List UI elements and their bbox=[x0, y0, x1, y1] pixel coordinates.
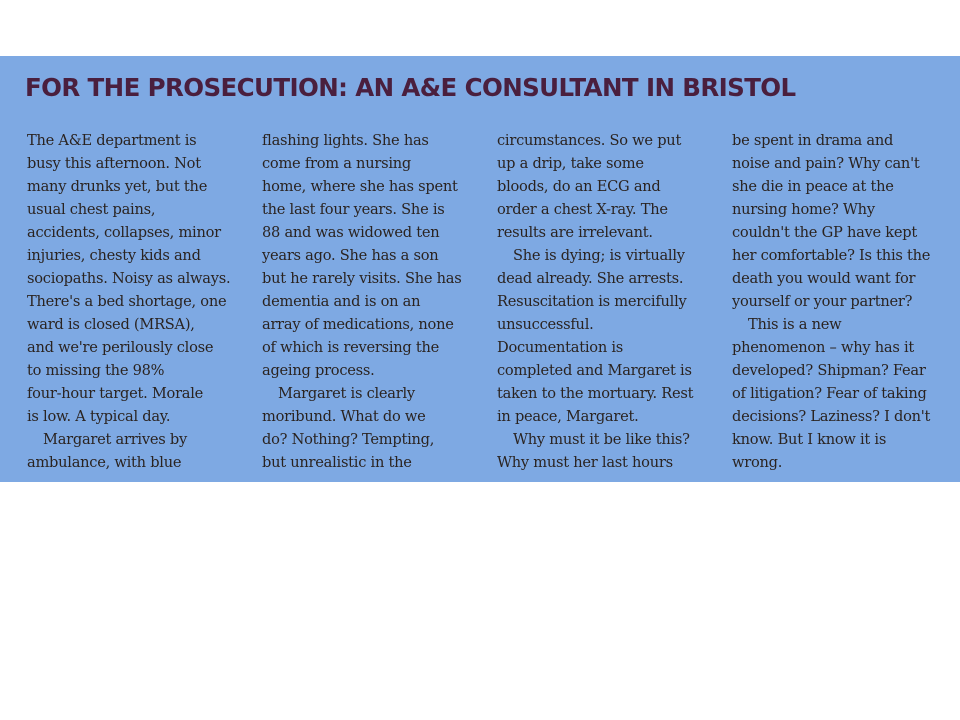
article-column-2 bbox=[262, 129, 494, 474]
article-text-line: yourself or your partner? bbox=[732, 293, 913, 310]
article-text-line: array of medications, none bbox=[262, 316, 454, 333]
article-text-line: busy this afternoon. Not bbox=[27, 155, 201, 172]
article-text-line: but unrealistic in the bbox=[262, 454, 412, 471]
article-text-line: death you would want for bbox=[732, 270, 916, 287]
article-text-line: The A&E department is bbox=[27, 132, 197, 149]
article-text-line: know. But I know it is bbox=[732, 431, 887, 448]
article-text-line: Why must it be like this? bbox=[513, 431, 690, 448]
article-text-line: up a drip, take some bbox=[497, 155, 644, 172]
article-text-line: phenomenon – why has it bbox=[732, 339, 914, 356]
article-text-line: wrong. bbox=[732, 454, 783, 471]
article-text-line: accidents, collapses, minor bbox=[27, 224, 221, 241]
article-text-line: 88 and was widowed ten bbox=[262, 224, 440, 241]
article-text-line: developed? Shipman? Fear bbox=[732, 362, 926, 379]
article-text-line: decisions? Laziness? I don't bbox=[732, 408, 931, 425]
article-text-line: unsuccessful. bbox=[497, 316, 594, 333]
article-text-line: This is a new bbox=[748, 316, 842, 333]
article-text-line: dementia and is on an bbox=[262, 293, 421, 310]
article-text-line: results are irrelevant. bbox=[497, 224, 653, 241]
article-text-line: completed and Margaret is bbox=[497, 362, 692, 379]
article-text-line: Documentation is bbox=[497, 339, 624, 356]
article-text-line: She is dying; is virtually bbox=[513, 247, 685, 264]
article-text-line: bloods, do an ECG and bbox=[497, 178, 661, 195]
article-text-line: Why must her last hours bbox=[497, 454, 673, 471]
article-text-line: dead already. She arrests. bbox=[497, 270, 684, 287]
article-text-line: Resuscitation is mercifully bbox=[497, 293, 687, 310]
article-text-line: nursing home? Why bbox=[732, 201, 875, 218]
article-text-line: but he rarely visits. She has bbox=[262, 270, 462, 287]
article-text-line: couldn't the GP have kept bbox=[732, 224, 917, 241]
article-text-line: ward is closed (MRSA), bbox=[27, 316, 195, 333]
article-text-line: her comfortable? Is this the bbox=[732, 247, 931, 264]
article-text-line: Margaret arrives by bbox=[43, 431, 187, 448]
article-text-line: of which is reversing the bbox=[262, 339, 440, 356]
article-text-line: the last four years. She is bbox=[262, 201, 445, 218]
article-text-line: ambulance, with blue bbox=[27, 454, 182, 471]
article-text-line: order a chest X-ray. The bbox=[497, 201, 668, 218]
article-text-line: noise and pain? Why can't bbox=[732, 155, 920, 172]
newspaper-clipping bbox=[0, 56, 960, 482]
article-text-line: There's a bed shortage, one bbox=[27, 293, 227, 310]
article-column-4 bbox=[732, 129, 960, 474]
article-text-line: injuries, chesty kids and bbox=[27, 247, 201, 264]
article-text-line: sociopaths. Noisy as always. bbox=[27, 270, 231, 287]
article-text-line: Margaret is clearly bbox=[278, 385, 415, 402]
article-text-line: flashing lights. She has bbox=[262, 132, 429, 149]
article-text-line: come from a nursing bbox=[262, 155, 411, 172]
article-text-line: do? Nothing? Tempting, bbox=[262, 431, 435, 448]
article-text-line: of litigation? Fear of taking bbox=[732, 385, 927, 402]
article-text-line: years ago. She has a son bbox=[262, 247, 439, 264]
article-text-line: many drunks yet, but the bbox=[27, 178, 208, 195]
article-text-line: circumstances. So we put bbox=[497, 132, 682, 149]
article-text-line: to missing the 98% bbox=[27, 362, 165, 379]
article-text-line: four-hour target. Morale bbox=[27, 385, 204, 402]
article-text-line: be spent in drama and bbox=[732, 132, 894, 149]
article-headline: FOR THE PROSECUTION: AN A&E CONSULTANT IN BRISTOL bbox=[25, 73, 796, 102]
article-text-line: she die in peace at the bbox=[732, 178, 894, 195]
article-text-line: ageing process. bbox=[262, 362, 375, 379]
article-column-1 bbox=[27, 129, 259, 474]
article-text-line: usual chest pains, bbox=[27, 201, 156, 218]
article-text-line: and we're perilously close bbox=[27, 339, 214, 356]
article-text-line: home, where she has spent bbox=[262, 178, 458, 195]
article-text-line: in peace, Margaret. bbox=[497, 408, 639, 425]
article-text-line: moribund. What do we bbox=[262, 408, 426, 425]
article-text-line: is low. A typical day. bbox=[27, 408, 171, 425]
article-text-line: taken to the mortuary. Rest bbox=[497, 385, 694, 402]
article-column-3 bbox=[497, 129, 729, 474]
